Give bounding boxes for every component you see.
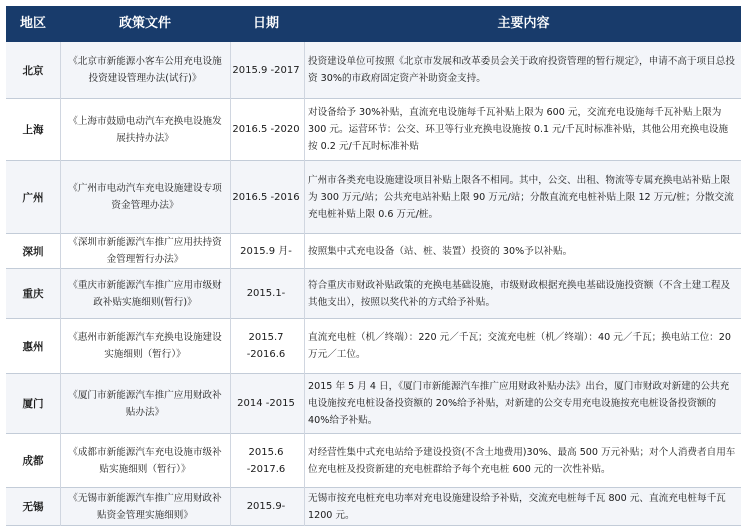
header-region: 地区 bbox=[19, 16, 46, 31]
policy-cell: 《厦门市新能源汽车推广应用财政补贴办法》 bbox=[68, 389, 222, 418]
policy-cell: 《重庆市新能源汽车推广应用市级财政补贴实施细则(暂行)》 bbox=[68, 279, 222, 308]
region-cell: 成都 bbox=[22, 455, 44, 467]
policy-cell: 《广州市电动汽车充电设施建设专项资金管理办法》 bbox=[68, 183, 222, 211]
table-row bbox=[6, 42, 741, 99]
date-cell: 2015.9 月- bbox=[240, 245, 292, 257]
date-cell: 2016.5 -2020 bbox=[232, 124, 300, 135]
date-cell: 2015.7 -2016.6 bbox=[246, 332, 286, 360]
content-cell: 对经营性集中式充电站给予建设投资(不含土地费用)30%、最高 500 万元补贴；对个人消费者自用车位充电桩及投资新建的充电桩群给予每个充电桩 600 元的一次性补贴。 bbox=[308, 446, 736, 475]
date-cell: 2015.1- bbox=[246, 288, 286, 299]
column-divider bbox=[230, 42, 231, 526]
header-content: 主要内容 bbox=[497, 16, 550, 31]
region-cell: 深圳 bbox=[22, 245, 44, 258]
region-cell: 北京 bbox=[22, 64, 44, 77]
region-cell: 上海 bbox=[22, 124, 44, 136]
date-cell: 2014 -2015 bbox=[237, 398, 295, 409]
date-cell: 2015.9 -2017 bbox=[232, 64, 300, 76]
content-cell: 直流充电桩（机／终端）：220 元／千瓦；交流充电桩（机／终端）：40 元／千瓦；换电站工位：20 万元／工位。 bbox=[308, 332, 731, 360]
content-cell: 按照集中式充电设备（站、桩、装置）投资的 30%予以补贴。 bbox=[308, 245, 573, 257]
policy-cell: 《深圳市新能源汽车推广应用扶持资金管理暂行办法》 bbox=[68, 237, 222, 265]
region-cell: 惠州 bbox=[22, 340, 44, 353]
table-row bbox=[6, 161, 741, 234]
region-cell: 广州 bbox=[22, 191, 44, 204]
content-cell: 无锡市按充电桩充电功率对充电设施建设给予补贴，交流充电桩每千瓦 800 元、直流充电桩每千瓦 1200 元。 bbox=[308, 492, 726, 521]
region-cell: 重庆 bbox=[22, 288, 44, 300]
date-cell: 2015.9- bbox=[246, 501, 286, 512]
table-row bbox=[6, 434, 741, 488]
policy-cell: 《惠州市新能源汽车充换电设施建设实施细则（暂行）》 bbox=[68, 332, 222, 360]
table-header bbox=[6, 6, 741, 42]
table-row bbox=[6, 319, 741, 374]
content-cell: 2015 年 5 月 4 日，《厦门市新能源汽车推广应用财政补贴办法》出台，厦门市财政对新建的公共充电设施按充电桩设备投资额的 20%给予补贴，对新建的公交专用充电设施按充电桩设备投资额的 40%给予补贴。 bbox=[308, 381, 730, 426]
content-cell: 广州市各类充电设施建设项目补贴上限各不相同。其中，公交、出租、物流等专属充换电站补贴上限为 300 万元/站；公共充电站补贴上限 90 万元/站；分散直流充电桩补贴上限 12 万元/桩；分散交流充电桩补贴上限 0.6 万元/桩。 bbox=[308, 174, 734, 220]
region-cell: 无锡 bbox=[22, 501, 44, 513]
policy-cell: 《上海市鼓励电动汽车充换电设施发展扶持办法》 bbox=[68, 115, 222, 144]
table-row bbox=[6, 374, 741, 434]
header-date: 日期 bbox=[252, 16, 279, 31]
policy-cell: 《成都市新能源汽车充电设施市级补贴实施细则（暂行）》 bbox=[68, 446, 222, 475]
table-row bbox=[6, 234, 741, 269]
table-row bbox=[6, 99, 741, 161]
policy-cell: 《无锡市新能源汽车推广应用财政补贴资金管理实施细则》 bbox=[68, 492, 222, 521]
policy-table bbox=[6, 6, 741, 526]
content-cell: 对设备给予 30%补贴，直流充电设施每千瓦补贴上限为 600 元，交流充电设施每千瓦补贴上限为 300 元。运营环节：公交、环卫等行业充换电设施按 0.1 元/千瓦时标准补贴，其他公用充换电设施按 0.2 元/千瓦时标准补贴 bbox=[308, 107, 729, 152]
table-row bbox=[6, 488, 741, 526]
table-row bbox=[6, 269, 741, 319]
column-divider bbox=[60, 42, 61, 526]
region-cell: 厦门 bbox=[22, 398, 44, 410]
content-cell: 符合重庆市财政补贴政策的充换电基础设施，市级财政根据充换电基础设施投资额（不含土建工程及其他支出），按照以奖代补的方式给予补贴。 bbox=[308, 279, 731, 308]
date-cell: 2015.6 -2017.6 bbox=[246, 446, 286, 475]
column-divider bbox=[304, 42, 305, 526]
header-policy: 政策文件 bbox=[118, 16, 171, 31]
date-cell: 2016.5 -2016 bbox=[232, 191, 300, 203]
policy-cell: 《北京市新能源小客车公用充电设施投资建设管理办法(试行)》 bbox=[68, 56, 222, 84]
content-cell: 投资建设单位可按照《北京市发展和改革委员会关于政府投资管理的暂行规定》，申请不高于项目总投资 30%的市政府固定资产补助资金支持。 bbox=[308, 56, 735, 84]
